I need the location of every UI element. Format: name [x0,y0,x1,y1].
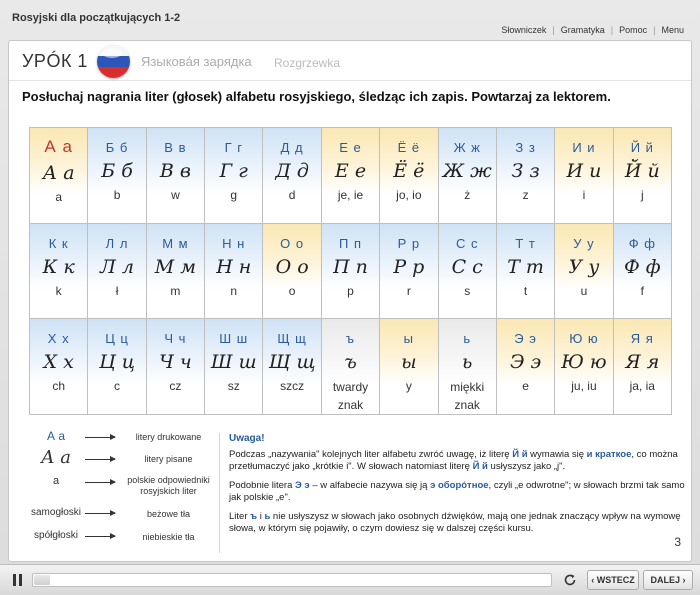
printed-letter: Ё ё [397,140,421,155]
section-title: Языковáя зарядка [141,54,252,69]
back-button[interactable]: ‹ WSTECZ [587,570,639,590]
script-letter: У у [568,255,600,278]
pause-icon [13,574,16,586]
script-letter: Е е [334,160,367,182]
printed-letter: Ш ш [219,331,249,346]
letter-cell[interactable] [322,128,380,224]
script-letter: Ц ц [99,351,135,373]
polish-equivalent: r [406,283,411,298]
polish-equivalent: y [405,379,412,393]
note-text: , co można przetłumaczyć jako „krótkie i". W słowach natomiast literę [229,449,678,472]
nav-separator: | [610,25,614,35]
note-text: Podobnie litera [229,480,296,491]
printed-letter: Е е [339,140,362,155]
printed-letter: Г г [224,140,243,155]
printed-letter: Ц ц [105,331,129,346]
letter-cell[interactable] [555,128,613,224]
notes-box [229,433,685,542]
letter-cell[interactable] [263,319,321,415]
script-letter: Д д [275,160,309,182]
letter-cell[interactable] [439,319,497,415]
printed-letter: К к [48,235,69,251]
nav-dictionary[interactable]: Słowniczek [501,25,547,35]
printed-letter: И и [572,140,596,155]
pause-icon [19,574,22,586]
printed-letter: Ч ч [164,331,187,346]
script-letter: В в [159,160,191,182]
nav-menu[interactable]: Menu [661,25,684,35]
pause-button[interactable] [10,572,26,588]
letter-cell[interactable] [205,128,263,224]
script-letter: Ч ч [159,351,192,373]
script-letter: Г г [219,160,248,182]
legend-key-vowels: samogłoski [30,507,82,518]
russian-flag-icon [97,45,130,78]
printed-letter: П п [338,235,362,251]
letter-cell[interactable] [497,319,555,415]
printed-letter: Р р [397,235,421,251]
letter-cell[interactable] [205,224,263,320]
script-letter: Н н [216,255,252,278]
script-letter: ы [401,351,417,373]
note-text: – w alfabecie nazywa się ją [309,480,431,491]
printed-letter: У у [573,235,595,251]
arrow-right-icon [85,482,115,483]
script-letter: С с [451,255,483,278]
note-text: i [257,511,265,522]
arrow-right-icon [85,536,115,537]
script-letter: Ё ё [393,160,425,182]
script-letter: Ш ш [210,351,257,373]
script-letter: Р р [393,255,425,278]
app-title: Rosyjski dla początkujących 1-2 [12,12,181,24]
polish-equivalent: f [640,283,644,298]
polish-equivalent: ż [464,188,471,202]
printed-letter: В в [164,140,187,155]
polish-equivalent: k [55,283,62,298]
note-text: nie usłyszysz w słowach jako osobnych dźwięków, mają one jednak znaczący wpływ na wymowę słowa, w którym się pojawiły, o czym dowiesz się w dalszej części kursu. [229,511,681,534]
letter-cell[interactable] [322,319,380,415]
polish-equivalent: miękki znak [450,380,485,412]
script-letter: К к [42,255,75,278]
progress-fill [34,575,50,585]
printed-letter: Й й [630,140,654,155]
polish-equivalent: n [230,283,238,298]
printed-letter: З з [515,140,536,155]
printed-letter: Н н [222,235,246,251]
script-letter: Б б [101,160,133,182]
player-controls [0,564,700,595]
letter-cell[interactable] [30,128,88,224]
nav-separator: | [552,25,555,35]
polish-equivalent: u [580,283,588,298]
note-highlight: Й й [512,449,528,460]
letter-cell[interactable] [147,224,205,320]
legend-desc: litery pisane [144,454,193,464]
arrow-right-icon [85,513,115,514]
letter-cell[interactable] [555,224,613,320]
polish-equivalent: szcz [280,379,305,393]
letter-cell[interactable] [439,128,497,224]
letter-cell[interactable] [88,224,146,320]
note-paragraph [229,480,685,504]
reload-icon[interactable] [563,573,577,587]
note-text: Podczas „nazywania" kolejnych liter alfabetu zwróć uwagę, iż literę [229,449,513,460]
polish-equivalent: d [288,188,296,202]
legend-key-script: А а [40,447,72,468]
note-highlight: ъ [250,511,258,522]
polish-equivalent: ju, iu [571,379,597,393]
letter-cell[interactable] [497,128,555,224]
legend-desc: litery drukowane [135,432,202,442]
printed-letter: Щ щ [277,331,307,346]
script-letter: Ж ж [442,160,492,182]
polish-equivalent: o [288,283,296,298]
lesson-header [9,41,691,81]
polish-equivalent: cz [169,379,182,393]
script-letter: З з [511,160,540,182]
nav-separator: | [653,25,656,35]
printed-letter: М м [162,235,189,251]
printed-letter: ы [403,331,415,346]
polish-equivalent: ja, ia [629,379,655,393]
printed-letter: А а [44,137,73,156]
script-letter: Л л [100,255,135,278]
progress-bar[interactable] [32,573,552,587]
polish-equivalent: twardy znak [332,380,369,412]
legend-desc: beżowe tła [146,509,191,519]
note-highlight: Э э [295,480,310,491]
polish-equivalent: s [464,283,471,298]
printed-letter: Б б [105,140,129,155]
polish-equivalent: t [523,283,528,298]
polish-equivalent: i [582,188,586,202]
legend-key-consonants: spółgłoski [34,530,78,541]
legend-desc: polskie odpowiedniki rosyjskich liter [127,475,210,496]
next-button[interactable]: DALEJ › [643,570,693,590]
note-paragraph [229,511,685,535]
printed-letter: Д д [280,140,304,155]
note-highlight: ь [264,511,271,522]
arrow-right-icon [85,437,115,438]
note-highlight: и краткое [586,449,632,460]
script-letter: И и [566,160,602,182]
letter-cell[interactable] [555,319,613,415]
letter-cell[interactable] [322,224,380,320]
letter-cell[interactable] [614,224,672,320]
printed-letter: Х х [47,331,70,346]
printed-letter: Я я [630,331,654,346]
polish-equivalent: w [171,188,180,202]
letter-cell[interactable] [380,224,438,320]
note-text: usłyszysz jako „j". [487,461,566,472]
polish-equivalent: g [230,188,238,202]
letter-cell[interactable] [205,319,263,415]
polish-equivalent: ch [52,379,66,393]
script-letter: Ю ю [561,351,607,373]
top-navigation [495,25,690,35]
section-subtitle: Rozgrzewka [274,56,341,70]
note-highlight: Й й [472,461,488,472]
script-letter: П п [333,255,368,278]
script-letter: Щ щ [268,351,316,373]
printed-letter: Т т [515,235,536,251]
polish-equivalent: a [55,190,63,204]
letter-cell[interactable] [147,128,205,224]
script-letter: О о [275,255,309,278]
letter-cell[interactable] [30,224,88,320]
script-letter: Х х [43,351,74,373]
alphabet-table [29,127,672,415]
lesson-page [8,40,692,562]
printed-letter: Ж ж [453,140,481,155]
polish-equivalent: e [522,379,529,393]
script-letter: Э э [509,351,542,373]
polish-equivalent: j [640,188,644,202]
polish-equivalent: ł [115,283,119,298]
printed-letter: ь [463,331,472,346]
printed-letter: Э э [514,331,537,346]
polish-equivalent: jo, io [396,188,422,202]
polish-equivalent: c [114,379,121,393]
page-number: 3 [674,535,681,549]
note-text: wymawia się [527,449,587,460]
polish-equivalent: p [347,283,354,298]
letter-cell[interactable] [30,319,88,415]
script-letter: ь [462,351,473,373]
divider [219,433,220,553]
printed-letter: Л л [105,235,129,251]
letter-cell[interactable] [263,128,321,224]
letter-cell[interactable] [614,319,672,415]
letter-cell[interactable] [88,128,146,224]
polish-equivalent: m [170,283,181,298]
letter-cell[interactable] [147,319,205,415]
note-text: Liter [229,511,251,522]
script-letter: Ф ф [623,255,661,278]
script-letter: Й й [624,160,660,182]
polish-equivalent: b [113,188,121,202]
legend-desc: niebieskie tła [142,532,195,542]
script-letter: Я я [625,351,660,373]
note-paragraph [229,449,685,473]
polish-equivalent: je, ie [337,188,364,202]
script-letter: Т т [507,255,544,278]
script-letter: М м [154,255,197,278]
instruction-text: Posłuchaj nagrania liter (głosek) alfabetu rosyjskiego, śledząc ich zapis. Powtarzaj za lektorem. [22,89,611,104]
nav-help[interactable]: Pomoc [619,25,648,35]
legend-key-latin: a [52,475,60,487]
letter-cell[interactable] [497,224,555,320]
printed-letter: Ю ю [569,331,599,346]
legend-key-printed: А а [46,429,65,443]
nav-grammar[interactable]: Gramatyka [560,25,605,35]
script-letter: ъ [344,351,357,373]
printed-letter: С с [455,235,479,251]
note-text: , czyli „e odwrotne"; w słowach brzmi tak samo jak polskie „e". [229,480,685,503]
letter-cell[interactable] [439,224,497,320]
polish-equivalent: z [522,188,529,202]
printed-letter: ъ [345,331,356,346]
letter-cell[interactable] [88,319,146,415]
note-highlight: э оборóтное [430,480,489,491]
letter-cell[interactable] [263,224,321,320]
letter-cell[interactable] [380,319,438,415]
lesson-number: УРÓК 1 [22,51,88,71]
script-letter: А а [42,162,75,184]
printed-letter: Ф ф [628,235,656,251]
letter-cell[interactable] [380,128,438,224]
polish-equivalent: sz [227,379,240,393]
letter-cell[interactable] [614,128,672,224]
arrow-right-icon [85,459,115,460]
printed-letter: О о [280,235,305,251]
warning-heading: Uwaga! [229,433,265,444]
